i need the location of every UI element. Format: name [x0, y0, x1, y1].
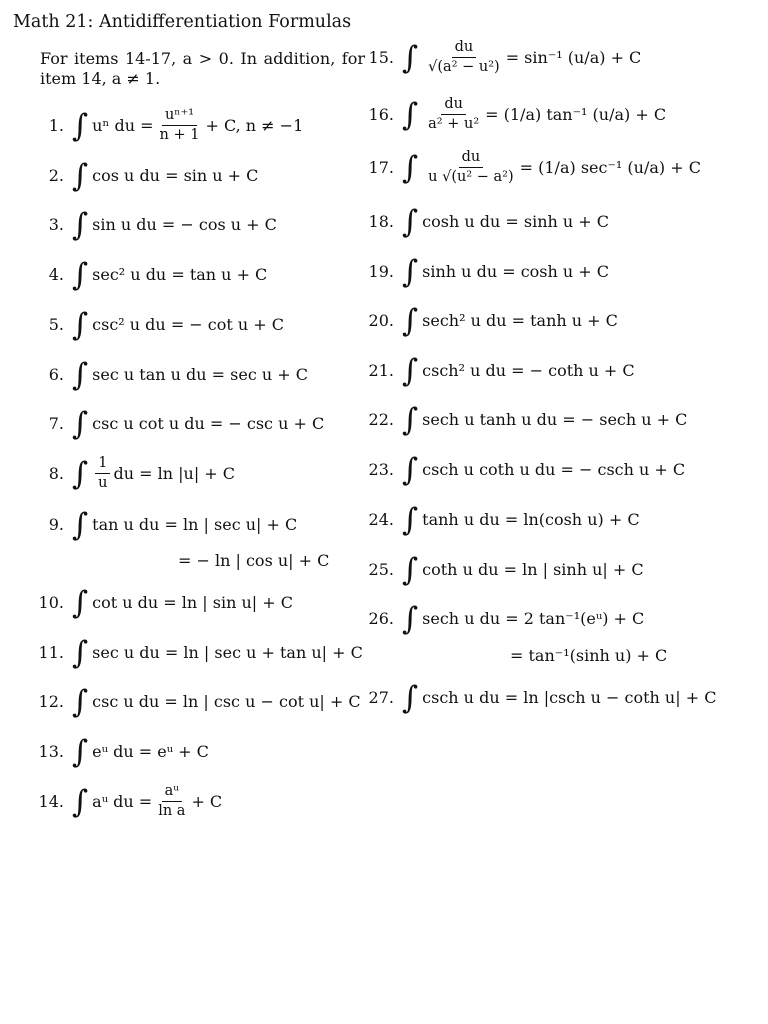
integral-sign: ∫ [72, 684, 89, 720]
formula-7: 7. ∫ csc u cot u du = − csc u + C [48, 406, 325, 442]
integral-sign: ∫ [72, 257, 89, 293]
integral-sign: ∫ [402, 40, 419, 76]
formula-2: 2. ∫ cos u du = sin u + C [48, 158, 259, 194]
formula-24: 24. ∫ tanh u du = ln(cosh u) + C [368, 502, 640, 538]
formula-1: 1. ∫ uⁿ du = $\frac{\text{uⁿ⁺¹}}{n + 1}$ + C, n ≠ −1 [48, 107, 304, 144]
integral-sign: ∫ [402, 353, 419, 389]
formula-26-continuation: = tan⁻¹(sinh u) + C [510, 646, 668, 665]
formula-4: 4. ∫ sec² u du = tan u + C [48, 257, 268, 293]
formula-27: 27. ∫ csch u du = ln |csch u − coth u| + C [368, 680, 717, 716]
formula-16: 16. ∫ $\frac{du}{\text{a² + u²}}$ = (1/a) tan⁻¹ (u/a) + C [368, 96, 667, 133]
integral-sign: ∫ [72, 456, 89, 492]
integral-sign: ∫ [72, 784, 89, 820]
formula-9-continuation: = − ln | cos u| + C [178, 551, 330, 570]
integral-sign: ∫ [72, 507, 89, 543]
formula-14: 14. ∫ aᵘ du = $\frac{\text{aᵘ}}{\text{ln a}}$ + C [38, 783, 223, 820]
formula-21: 21. ∫ csch² u du = − coth u + C [368, 353, 635, 389]
formula-19: 19. ∫ sinh u du = cosh u + C [368, 254, 610, 290]
integral-sign: ∫ [72, 307, 89, 343]
formula-8: 8. ∫ $\frac{1}{u}$ du = ln |u| + C [48, 455, 236, 492]
formula-6: 6. ∫ sec u tan u du = sec u + C [48, 357, 308, 393]
formula-10: 10. ∫ cot u du = ln | sin u| + C [38, 585, 293, 621]
intro-line-2: item 14, a ≠ 1. [40, 69, 161, 88]
intro-line-1: For items 14-17, a > 0. In addition, for [40, 49, 365, 68]
formula-17: 17. ∫ $\frac{du}{\text{u √(u² − a²)}}$ = (1/a) sec⁻¹ (u/a) + C [368, 149, 701, 186]
formula-11: 11. ∫ sec u du = ln | sec u + tan u| + C [38, 635, 363, 671]
formula-5: 5. ∫ csc² u du = − cot u + C [48, 307, 285, 343]
integral-sign: ∫ [402, 97, 419, 133]
integral-sign: ∫ [72, 734, 89, 770]
integral-sign: ∫ [402, 502, 419, 538]
integral-sign: ∫ [402, 254, 419, 290]
integral-sign: ∫ [72, 108, 89, 144]
integral-sign: ∫ [72, 357, 89, 393]
integral-sign: ∫ [402, 452, 419, 488]
integral-sign: ∫ [72, 635, 89, 671]
integral-sign: ∫ [72, 207, 89, 243]
intro-note [40, 49, 365, 89]
formula-15: 15. ∫ $\frac{du}{\text{√(a² − u²)}}$ = sin⁻¹ (u/a) + C [368, 39, 642, 76]
formula-9: 9. ∫ tan u du = ln | sec u| + C [48, 507, 298, 543]
formula-3: 3. ∫ sin u du = − cos u + C [48, 207, 277, 243]
page-title: Math 21: Antidifferentiation Formulas [13, 12, 352, 32]
integral-sign: ∫ [402, 601, 419, 637]
integral-sign: ∫ [402, 402, 419, 438]
integral-sign: ∫ [402, 303, 419, 339]
formula-18: 18. ∫ cosh u du = sinh u + C [368, 204, 610, 240]
integral-sign: ∫ [72, 158, 89, 194]
formula-25: 25. ∫ coth u du = ln | sinh u| + C [368, 552, 644, 588]
integral-sign: ∫ [402, 204, 419, 240]
formula-23: 23. ∫ csch u coth u du = − csch u + C [368, 452, 686, 488]
formula-26: 26. ∫ sech u du = 2 tan⁻¹(eᵘ) + C [368, 601, 645, 637]
integral-sign: ∫ [72, 406, 89, 442]
formula-22: 22. ∫ sech u tanh u du = − sech u + C [368, 402, 688, 438]
integral-sign: ∫ [72, 585, 89, 621]
formula-12: 12. ∫ csc u du = ln | csc u − cot u| + C [38, 684, 361, 720]
integral-sign: ∫ [402, 680, 419, 716]
formula-20: 20. ∫ sech² u du = tanh u + C [368, 303, 618, 339]
integral-sign: ∫ [402, 552, 419, 588]
formula-13: 13. ∫ eᵘ du = eᵘ + C [38, 734, 209, 770]
integral-sign: ∫ [402, 150, 419, 186]
